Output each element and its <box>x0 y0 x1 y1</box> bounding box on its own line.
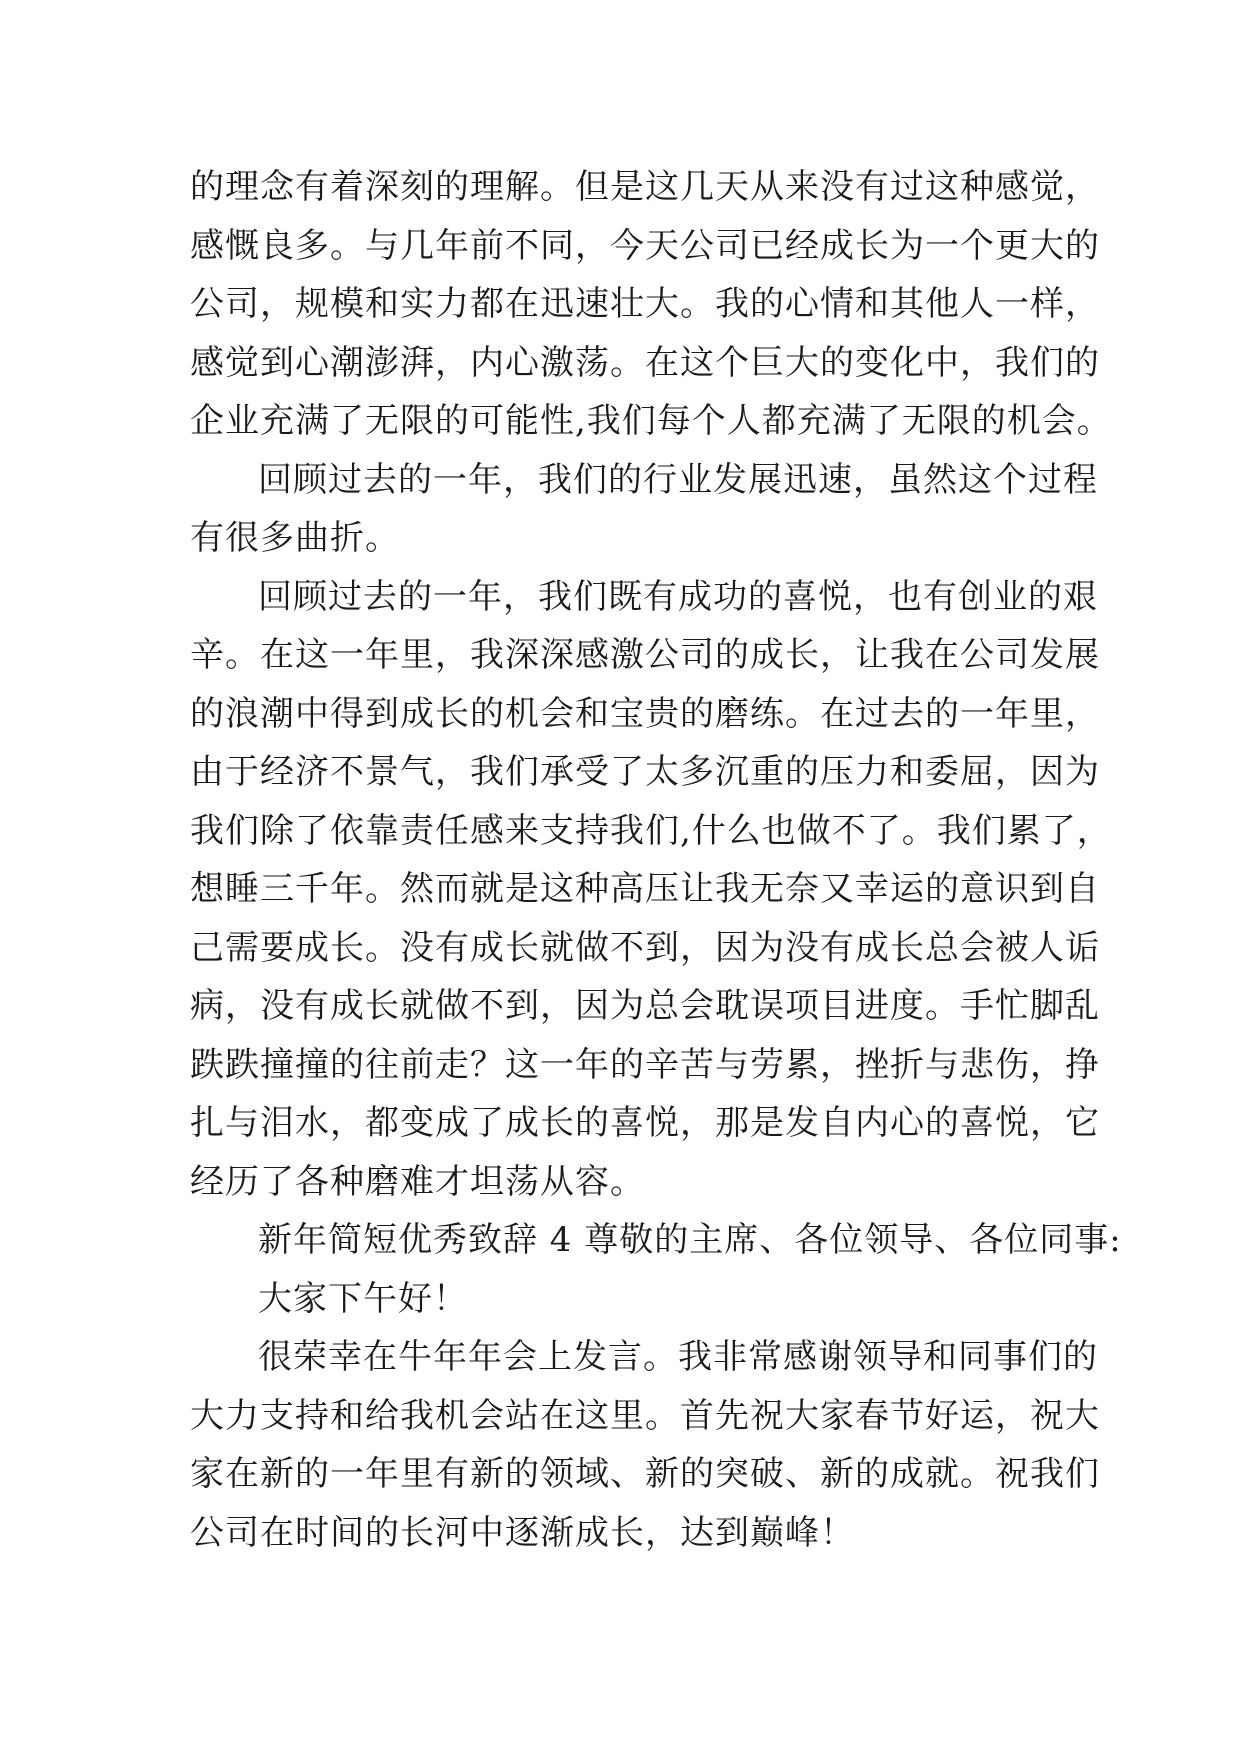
text-line: 我们除了依靠责任感来支持我们,什么也做不了。我们累了， <box>190 810 1112 851</box>
text-line: 大家下午好！ <box>258 1278 468 1319</box>
text-line: 想睡三千年。然而就是这种高压让我无奈又幸运的意识到自 <box>190 869 1100 909</box>
text-line: 家在新的一年里有新的领域、新的突破、新的成就。祝我们 <box>190 1454 1100 1494</box>
text-line: 大力支持和给我机会站在这里。首先祝大家春节好运，祝大 <box>190 1395 1100 1436</box>
text-line: 己需要成长。没有成长就做不到，因为没有成长总会被人诟 <box>190 927 1100 968</box>
text-line: 新年简短优秀致辞 4 尊敬的主席、各位领导、各位同事: <box>258 1220 1122 1260</box>
text-line: 的理念有着深刻的理解。但是这几天从来没有过这种感觉， <box>190 167 1100 207</box>
text-line: 回顾过去的一年，我们既有成功的喜悦，也有创业的艰 <box>258 576 1098 617</box>
text-line: 企业充满了无限的可能性,我们每个人都充满了无限的机会。 <box>190 401 1112 441</box>
text-line: 扎与泪水，都变成了成长的喜悦，那是发自内心的喜悦，它 <box>190 1103 1100 1143</box>
text-line: 回顾过去的一年，我们的行业发展迅速，虽然这个过程 <box>258 459 1098 500</box>
text-line: 辛。在这一年里，我深深感激公司的成长，让我在公司发展 <box>190 635 1100 675</box>
text-line: 病，没有成长就做不到，因为总会耽误项目进度。手忙脚乱 <box>190 986 1100 1026</box>
text-line: 感慨良多。与几年前不同，今天公司已经成长为一个更大的 <box>190 225 1100 266</box>
text-line: 有很多曲折。 <box>190 518 400 558</box>
body-text <box>190 158 1122 1562</box>
text-line: 很荣幸在牛年年会上发言。我非常感谢领导和同事们的 <box>258 1337 1098 1377</box>
text-line: 经历了各种磨难才坦荡从容。 <box>190 1161 645 1202</box>
text-line: 感觉到心潮澎湃，内心激荡。在这个巨大的变化中，我们的 <box>190 342 1100 383</box>
text-line: 公司在时间的长河中逐渐成长，达到巅峰！ <box>190 1512 855 1553</box>
text-line: 跌跌撞撞的往前走？这一年的辛苦与劳累，挫折与悲伤，挣 <box>190 1044 1100 1085</box>
text-line: 由于经济不景气，我们承受了太多沉重的压力和委屈，因为 <box>190 752 1100 792</box>
text-line: 的浪潮中得到成长的机会和宝贵的磨练。在过去的一年里， <box>190 693 1100 734</box>
text-line: 公司，规模和实力都在迅速壮大。我的心情和其他人一样， <box>190 284 1100 324</box>
